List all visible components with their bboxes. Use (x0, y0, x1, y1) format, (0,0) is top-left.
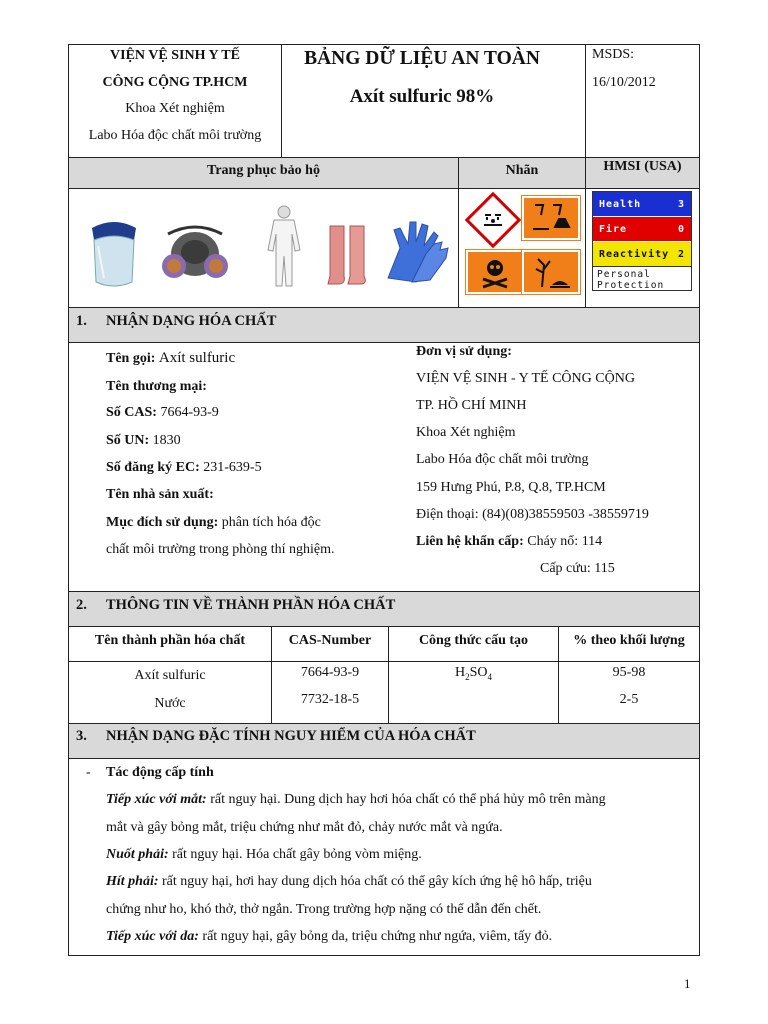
row2-name: Nước (154, 696, 186, 711)
ppe-header: Trang phục bảo hộ (207, 163, 320, 178)
user-unit-line2: TP. HỒ CHÍ MINH (416, 398, 527, 413)
toxic-skull-icon (466, 250, 524, 294)
emergency-aid: Cấp cứu: 115 (540, 561, 615, 576)
row1-percent: 95-98 (612, 665, 646, 680)
label-header: Nhãn (505, 163, 539, 178)
purpose-value-cont: chất môi trường trong phòng thí nghiệm. (106, 542, 335, 557)
inhale-row (106, 874, 592, 890)
hmis-health-value: 3 (677, 198, 685, 210)
corrosive-orange-icon (522, 196, 580, 240)
cas-label: Số CAS: (106, 405, 157, 420)
msds-date: 16/10/2012 (592, 75, 656, 90)
environment-hazard-icon (522, 250, 580, 294)
corrosive-ghs-icon (469, 196, 517, 244)
respirator-icon (160, 224, 230, 286)
user-phone: Điện thoại: (84)(08)38559503 -38559719 (416, 507, 649, 522)
cas-row (106, 405, 219, 421)
formula-sub-2: 2 (465, 671, 470, 682)
face-shield-icon (84, 218, 146, 290)
swallow-label: Nuốt phải: (106, 847, 169, 862)
skin-contact-text: rất nguy hại, gây bỏng da, triệu chứng như ngứa, viêm, tấy đỏ. (202, 929, 553, 944)
section3-title: NHẬN DẠNG ĐẶC TÍNH NGUY HIỂM CỦA HÓA CHẤT (106, 728, 476, 744)
chem-name-value: Axít sulfuric (158, 350, 236, 366)
emergency-row (416, 534, 602, 550)
hmis-fire-row (593, 217, 691, 242)
row2-cas: 7732-18-5 (300, 692, 360, 707)
skin-contact-label: Tiếp xúc với da: (106, 929, 199, 944)
page-number: 1 (684, 976, 691, 991)
eye-contact-text: rất nguy hại. Dung dịch hay hơi hóa chất có thể phá hủy mô trên màng (210, 792, 606, 807)
inhale-text-cont: chứng như ho, khó thở, thở ngắn. Trong trường hợp nặng có thể dẫn đến chết. (106, 902, 542, 917)
swallow-row (106, 847, 422, 863)
document-subtitle: Axít sulfuric 98% (349, 86, 495, 107)
formula-sub-4: 4 (487, 671, 493, 682)
inhale-label: Hít phải: (106, 874, 159, 889)
hmis-health-row (593, 192, 691, 217)
col-cas-header: CAS-Number (288, 633, 372, 648)
manufacturer-label: Tên nhà sản xuất: (106, 487, 214, 502)
org-name-line2: CÔNG CỘNG TP.HCM (102, 75, 248, 90)
org-name-line1: VIỆN VỆ SINH Y TẾ (110, 48, 240, 63)
un-value: 1830 (152, 433, 181, 448)
nitrile-gloves-icon (382, 218, 452, 286)
row2-percent: 2-5 (619, 692, 639, 707)
hmis-personal-line1: Personal (597, 269, 651, 280)
purpose-row (106, 515, 321, 531)
col-name-header: Tên thành phần hóa chất (94, 633, 246, 648)
acute-bullet: - (86, 765, 91, 780)
formula-so: SO (469, 665, 488, 680)
hmis-reactivity-row (593, 242, 691, 267)
user-unit-line4: Labo Hóa độc chất môi trường (416, 452, 589, 467)
section2-number: 2. (76, 597, 87, 613)
section3-number: 3. (76, 728, 87, 744)
un-row (106, 433, 181, 449)
row1-cas: 7664-93-9 (300, 665, 360, 680)
inhale-text: rất nguy hại, hơi hay dung dịch hóa chất có thể gây kích ứng hệ hô hấp, triệu (162, 874, 592, 889)
protective-suit-icon (264, 204, 304, 290)
org-department: Khoa Xét nghiệm (125, 101, 225, 116)
msds-label: MSDS: (592, 47, 635, 62)
section2-title: THÔNG TIN VỀ THÀNH PHẦN HÓA CHẤT (106, 597, 396, 613)
section1-title: NHẬN DẠNG HÓA CHẤT (106, 313, 277, 329)
document-title: BẢNG DỮ LIỆU AN TOÀN (304, 48, 540, 69)
user-unit-label: Đơn vị sử dụng: (416, 344, 512, 359)
hmis-fire-value: 0 (677, 223, 685, 235)
chem-name-label: Tên gọi: (106, 351, 156, 366)
user-unit-line1: VIỆN VỆ SINH - Y TẾ CÔNG CỘNG (416, 371, 635, 386)
rubber-boots-icon (324, 222, 372, 288)
emergency-label: Liên hệ khẩn cấp: (416, 534, 524, 549)
hmis-personal-line2: Protection (597, 280, 665, 291)
row1-name: Axít sulfuric (134, 668, 206, 683)
col-formula-header: Công thức cấu tạo (418, 633, 529, 648)
trade-name-label: Tên thương mại: (106, 379, 207, 394)
hmis-label (592, 191, 692, 291)
ec-value: 231-639-5 (203, 460, 262, 475)
purpose-label: Mục đích sử dụng: (106, 515, 219, 530)
section1-number: 1. (76, 313, 87, 329)
eye-contact-text-cont: mắt và gây bỏng mắt, triệu chứng như mắt đỏ, chảy nước mắt và ngứa. (106, 820, 503, 835)
hmis-fire-label: Fire (599, 223, 628, 235)
user-address: 159 Hưng Phú, P.8, Q.8, TP.HCM (416, 480, 606, 495)
hmis-reactivity-label: Reactivity (599, 248, 670, 260)
chem-name-row (106, 350, 235, 367)
org-lab: Labo Hóa độc chất môi trường (88, 128, 262, 143)
hmis-health-label: Health (599, 198, 642, 210)
col-percent-header: % theo khối lượng (573, 633, 685, 648)
hmis-header: HMSI (USA) (603, 159, 682, 174)
eye-contact-label: Tiếp xúc với mắt: (106, 792, 207, 807)
row1-formula (388, 665, 559, 682)
formula-h: H (454, 665, 466, 680)
cas-value: 7664-93-9 (160, 405, 219, 420)
hmis-personal-protection (593, 267, 691, 293)
swallow-text: rất nguy hại. Hóa chất gây bỏng vòm miệng. (172, 847, 422, 862)
un-label: Số UN: (106, 433, 150, 448)
eye-contact-row (106, 792, 606, 808)
emergency-fire: Cháy nổ: 114 (527, 534, 603, 549)
ec-label: Số đăng ký EC: (106, 460, 200, 475)
ec-row (106, 460, 262, 476)
acute-label: Tác động cấp tính (106, 765, 214, 780)
user-unit-line3: Khoa Xét nghiệm (416, 425, 516, 440)
skin-contact-row (106, 929, 552, 945)
purpose-value: phân tích hóa độc (221, 515, 321, 530)
hmis-reactivity-value: 2 (677, 248, 685, 260)
